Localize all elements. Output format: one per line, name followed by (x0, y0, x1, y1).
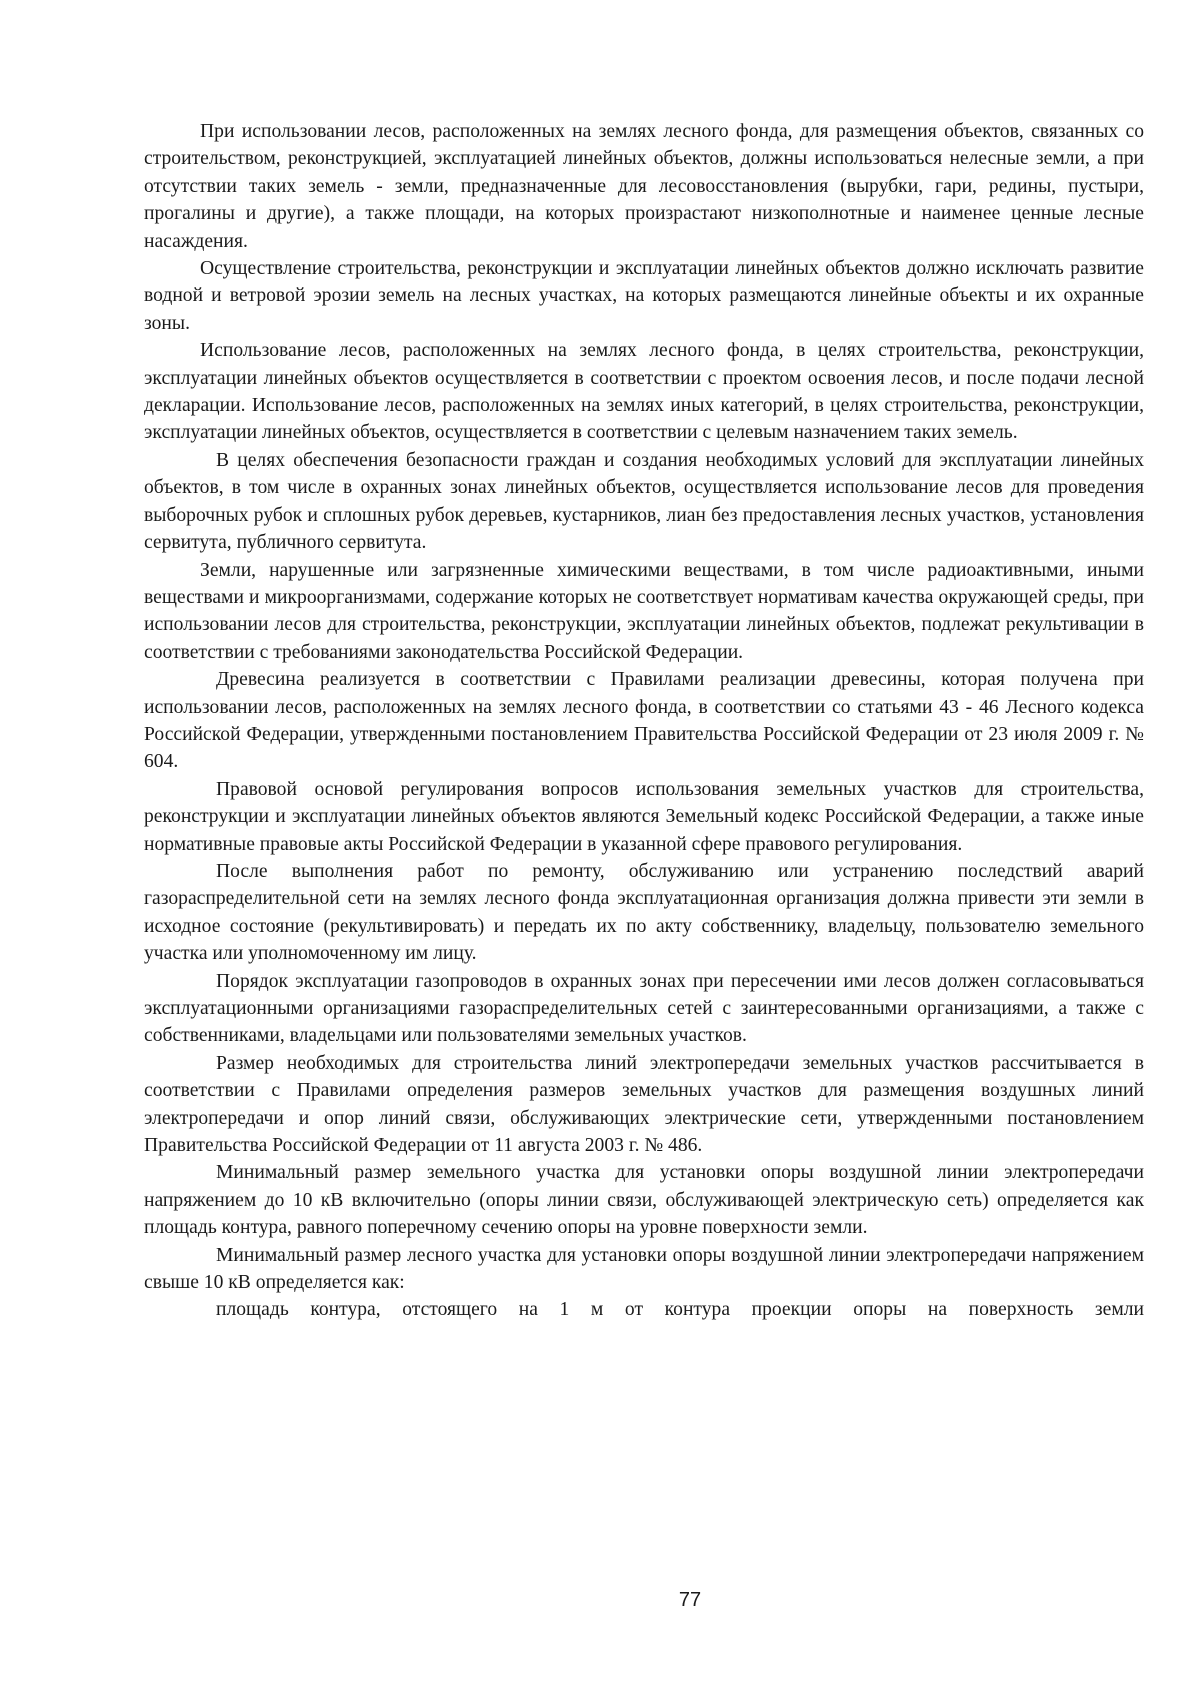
paragraph-10: Размер необходимых для строительства линий электропередачи земельных участков рассчитывается в соответствии с Правилами определения размеров земельных участков для размещения воздушных линий электропередачи и опор линий связи, обслуживающих электрические сети, утвержденными постановлением Правительства Российской Федерации от 11 августа 2003 г. № 486. (144, 1052, 1144, 1157)
paragraph-6: Древесина реализуется в соответствии с Правилами реализации древесины, которая получена при использовании лесов, расположенных на землях лесного фонда, в соответствии со статьями 43 - 46 Лесного кодекса Российской Федерации, утвержденными постановлением Правительства Российской Федерации от 23 июля 2009 г. № 604. (144, 669, 1144, 773)
paragraph-8: После выполнения работ по ремонту, обслуживанию или устранению последствий аварий газораспределительной сети на землях лесного фонда эксплуатационная организация должна привести эти земли в исходное состояние (рекультивировать) и передать их по акту собственнику, владельцу, пользователю земельного участка или уполномоченному им лицу. (144, 860, 1144, 965)
paragraph-11: Минимальный размер земельного участка для установки опоры воздушной линии электропередачи напряжением до 10 кВ включительно (опоры линии связи, обслуживающей электрическую сеть) определяется как площадь контура, равного поперечному сечению опоры на уровне поверхности земли. (144, 1162, 1144, 1239)
page-number: 77 (678, 1589, 702, 1611)
paragraph-1: При использовании лесов, расположенных на землях лесного фонда, для размещения объектов, связанных со строительством, реконструкцией, эксплуатацией линейных объектов, должны использоваться нелесные земли, а при отсутствии таких земель - земли, предназначенные для лесовосстановления (вырубки, гари, редины, пустыри, прогалины и другие), а также площади, на которых произрастают низкополнотные и наименее ценные лесные насаждения. (144, 121, 1144, 252)
document-body (144, 118, 1144, 1324)
paragraph-13: площадь контура, отстоящего на 1 м от контура проекции опоры на поверхность земли (216, 1299, 1144, 1321)
paragraph-5: Земли, нарушенные или загрязненные химическими веществами, в том числе радиоактивными, иными веществами и микроорганизмами, содержание которых не соответствует нормативам качества окружающей среды, при использовании лесов для строительства, реконструкции, эксплуатации линейных объектов, подлежат рекультивации в соответствии с требованиями законодательства Российской Федерации. (144, 559, 1144, 663)
paragraph-7: Правовой основой регулирования вопросов использования земельных участков для строительства, реконструкции и эксплуатации линейных объектов являются Земельный кодекс Российской Федерации, а также иные нормативные правовые акты Российской Федерации в указанной сфере правового регулирования. (144, 778, 1144, 855)
paragraph-2: Осуществление строительства, реконструкции и эксплуатации линейных объектов должно исключать развитие водной и ветровой эрозии земель на лесных участках, на которых размещаются линейные объекты и их охранные зоны. (144, 258, 1144, 334)
paragraph-12: Минимальный размер лесного участка для установки опоры воздушной линии электропередачи напряжением свыше 10 кВ определяется как: (144, 1244, 1144, 1294)
paragraph-9: Порядок эксплуатации газопроводов в охранных зонах при пересечении ими лесов должен согласовываться эксплуатационными организациями газораспределительных сетей с заинтересованными организациями, а также с собственниками, владельцами или пользователями земельных участков. (144, 970, 1144, 1047)
paragraph-3: Использование лесов, расположенных на землях лесного фонда, в целях строительства, реконструкции, эксплуатации линейных объектов осуществляется в соответствии с проектом освоения лесов, и после подачи лесной декларации. Использование лесов, расположенных на землях иных категорий, в целях строительства, реконструкции, эксплуатации линейных объектов, осуществляется в соответствии с целевым назначением таких земель. (144, 340, 1144, 444)
paragraph-4: В целях обеспечения безопасности граждан и создания необходимых условий для эксплуатации линейных объектов, в том числе в охранных зонах линейных объектов, осуществляется использование лесов для проведения выборочных рубок и сплошных рубок деревьев, кустарников, лиан без предоставления лесных участков, установления сервитута, публичного сервитута. (144, 449, 1144, 554)
